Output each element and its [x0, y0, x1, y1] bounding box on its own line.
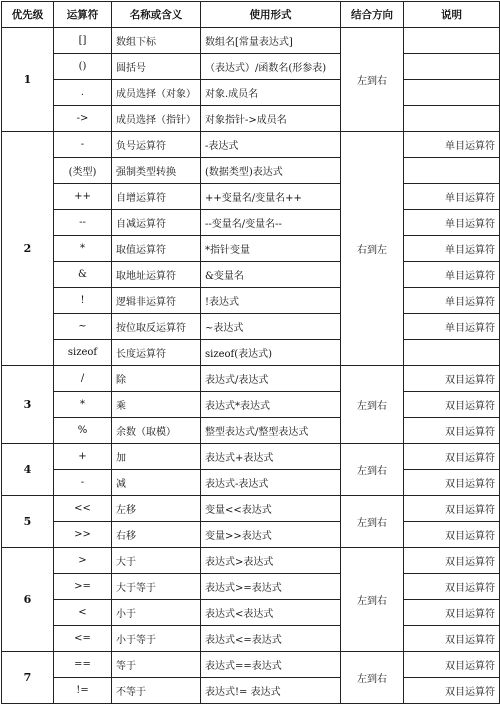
name-cell: 取地址运算符: [112, 262, 201, 288]
name-cell: 成员选择（对象）: [112, 80, 201, 106]
table-row: [2, 574, 500, 600]
usage-cell: sizeof(表达式): [201, 340, 341, 366]
table-row: [2, 548, 500, 574]
note-cell: [404, 28, 500, 54]
usage-cell: 表达式*表达式: [201, 392, 341, 418]
note-cell: 双目运算符: [404, 522, 500, 548]
priority-cell: 3: [2, 366, 54, 444]
priority-cell: 7: [2, 652, 54, 704]
name-cell: 逻辑非运算符: [112, 288, 201, 314]
operator-precedence-table: [1, 1, 500, 704]
operator-cell: -: [54, 470, 112, 496]
name-cell: 加: [112, 444, 201, 470]
table-row: [2, 652, 500, 678]
name-cell: 自增运算符: [112, 184, 201, 210]
operator-cell: (类型): [54, 158, 112, 184]
note-cell: [404, 158, 500, 184]
table-row: [2, 470, 500, 496]
name-cell: 乘: [112, 392, 201, 418]
operator-cell: ->: [54, 106, 112, 132]
usage-cell: 表达式+表达式: [201, 444, 341, 470]
usage-cell: 对象.成员名: [201, 80, 341, 106]
usage-cell: 对象指针->成员名: [201, 106, 341, 132]
table-row: [2, 28, 500, 54]
usage-cell: !表达式: [201, 288, 341, 314]
table-row: [2, 210, 500, 236]
usage-cell: 变量<<表达式: [201, 496, 341, 522]
usage-cell: 表达式==表达式: [201, 652, 341, 678]
table-row: [2, 678, 500, 704]
operator-cell: !: [54, 288, 112, 314]
assoc-cell: 左到右: [341, 652, 404, 704]
header-assoc: 结合方向: [341, 2, 404, 28]
usage-cell: 表达式/表达式: [201, 366, 341, 392]
assoc-cell: 左到右: [341, 444, 404, 496]
operator-cell: >>: [54, 522, 112, 548]
note-cell: 单目运算符: [404, 184, 500, 210]
header-usage: 使用形式: [201, 2, 341, 28]
operator-cell: <: [54, 600, 112, 626]
operator-cell: /: [54, 366, 112, 392]
header-note: 说明: [404, 2, 500, 28]
table-row: [2, 522, 500, 548]
name-cell: 大于: [112, 548, 201, 574]
name-cell: 余数（取模）: [112, 418, 201, 444]
name-cell: 长度运算符: [112, 340, 201, 366]
priority-cell: 2: [2, 132, 54, 366]
usage-cell: -表达式: [201, 132, 341, 158]
table-row: [2, 262, 500, 288]
table-row: [2, 496, 500, 522]
table-row: [2, 340, 500, 366]
name-cell: 除: [112, 366, 201, 392]
note-cell: 单目运算符: [404, 210, 500, 236]
name-cell: 不等于: [112, 678, 201, 704]
operator-cell: <<: [54, 496, 112, 522]
table-row: [2, 236, 500, 262]
assoc-cell: 左到右: [341, 366, 404, 444]
operator-cell: %: [54, 418, 112, 444]
priority-cell: 5: [2, 496, 54, 548]
note-cell: 双目运算符: [404, 652, 500, 678]
table-row: [2, 600, 500, 626]
name-cell: 等于: [112, 652, 201, 678]
operator-cell: <=: [54, 626, 112, 652]
name-cell: 小于: [112, 600, 201, 626]
name-cell: 大于等于: [112, 574, 201, 600]
table-row: [2, 314, 500, 340]
usage-cell: 表达式>表达式: [201, 548, 341, 574]
assoc-cell: 左到右: [341, 496, 404, 548]
note-cell: 双目运算符: [404, 392, 500, 418]
usage-cell: 变量>>表达式: [201, 522, 341, 548]
name-cell: 小于等于: [112, 626, 201, 652]
note-cell: 双目运算符: [404, 574, 500, 600]
note-cell: 单目运算符: [404, 314, 500, 340]
note-cell: 双目运算符: [404, 600, 500, 626]
usage-cell: *指针变量: [201, 236, 341, 262]
header-priority: 优先级: [2, 2, 54, 28]
table-row: [2, 184, 500, 210]
note-cell: 单目运算符: [404, 262, 500, 288]
note-cell: 单目运算符: [404, 288, 500, 314]
note-cell: 双目运算符: [404, 548, 500, 574]
usage-cell: ++变量名/变量名++: [201, 184, 341, 210]
usage-cell: 表达式>=表达式: [201, 574, 341, 600]
note-cell: [404, 54, 500, 80]
operator-cell: !=: [54, 678, 112, 704]
usage-cell: &变量名: [201, 262, 341, 288]
note-cell: [404, 340, 500, 366]
name-cell: 按位取反运算符: [112, 314, 201, 340]
usage-cell: (数据类型)表达式: [201, 158, 341, 184]
note-cell: 双目运算符: [404, 418, 500, 444]
usage-cell: 表达式-表达式: [201, 470, 341, 496]
operator-cell: ==: [54, 652, 112, 678]
priority-cell: 4: [2, 444, 54, 496]
note-cell: 双目运算符: [404, 444, 500, 470]
usage-cell: --变量名/变量名--: [201, 210, 341, 236]
operator-cell: sizeof: [54, 340, 112, 366]
usage-cell: 表达式<=表达式: [201, 626, 341, 652]
note-cell: [404, 106, 500, 132]
usage-cell: 表达式<表达式: [201, 600, 341, 626]
usage-cell: 整型表达式/整型表达式: [201, 418, 341, 444]
operator-cell: >=: [54, 574, 112, 600]
header-operator: 运算符: [54, 2, 112, 28]
table-row: [2, 80, 500, 106]
operator-cell: ++: [54, 184, 112, 210]
note-cell: 双目运算符: [404, 366, 500, 392]
table-row: [2, 54, 500, 80]
operator-cell: .: [54, 80, 112, 106]
name-cell: 数组下标: [112, 28, 201, 54]
note-cell: 单目运算符: [404, 132, 500, 158]
table-row: [2, 288, 500, 314]
note-cell: 双目运算符: [404, 626, 500, 652]
operator-cell: []: [54, 28, 112, 54]
table-row: [2, 392, 500, 418]
operator-cell: *: [54, 236, 112, 262]
operator-cell: >: [54, 548, 112, 574]
usage-cell: 数组名[常量表达式]: [201, 28, 341, 54]
header-name: 名称或含义: [112, 2, 201, 28]
table-row: [2, 444, 500, 470]
assoc-cell: 左到右: [341, 548, 404, 652]
note-cell: 单目运算符: [404, 236, 500, 262]
table-row: [2, 366, 500, 392]
table-row: [2, 106, 500, 132]
operator-cell: *: [54, 392, 112, 418]
usage-cell: （表达式）/函数名(形参表): [201, 54, 341, 80]
priority-cell: 6: [2, 548, 54, 652]
name-cell: 自减运算符: [112, 210, 201, 236]
operator-cell: ~: [54, 314, 112, 340]
name-cell: 圆括号: [112, 54, 201, 80]
operator-cell: -: [54, 132, 112, 158]
name-cell: 负号运算符: [112, 132, 201, 158]
usage-cell: 表达式!= 表达式: [201, 678, 341, 704]
table-row: [2, 626, 500, 652]
name-cell: 右移: [112, 522, 201, 548]
assoc-cell: 左到右: [341, 28, 404, 132]
usage-cell: ~表达式: [201, 314, 341, 340]
note-cell: 双目运算符: [404, 678, 500, 704]
operator-cell: --: [54, 210, 112, 236]
name-cell: 左移: [112, 496, 201, 522]
note-cell: 双目运算符: [404, 470, 500, 496]
table-row: [2, 418, 500, 444]
operator-cell: (): [54, 54, 112, 80]
header-row: [2, 2, 500, 28]
name-cell: 减: [112, 470, 201, 496]
note-cell: [404, 80, 500, 106]
operator-cell: +: [54, 444, 112, 470]
table-row: [2, 158, 500, 184]
name-cell: 成员选择（指针）: [112, 106, 201, 132]
operator-cell: &: [54, 262, 112, 288]
priority-cell: 1: [2, 28, 54, 132]
note-cell: 双目运算符: [404, 496, 500, 522]
assoc-cell: 右到左: [341, 132, 404, 366]
name-cell: 强制类型转换: [112, 158, 201, 184]
table-row: [2, 132, 500, 158]
name-cell: 取值运算符: [112, 236, 201, 262]
